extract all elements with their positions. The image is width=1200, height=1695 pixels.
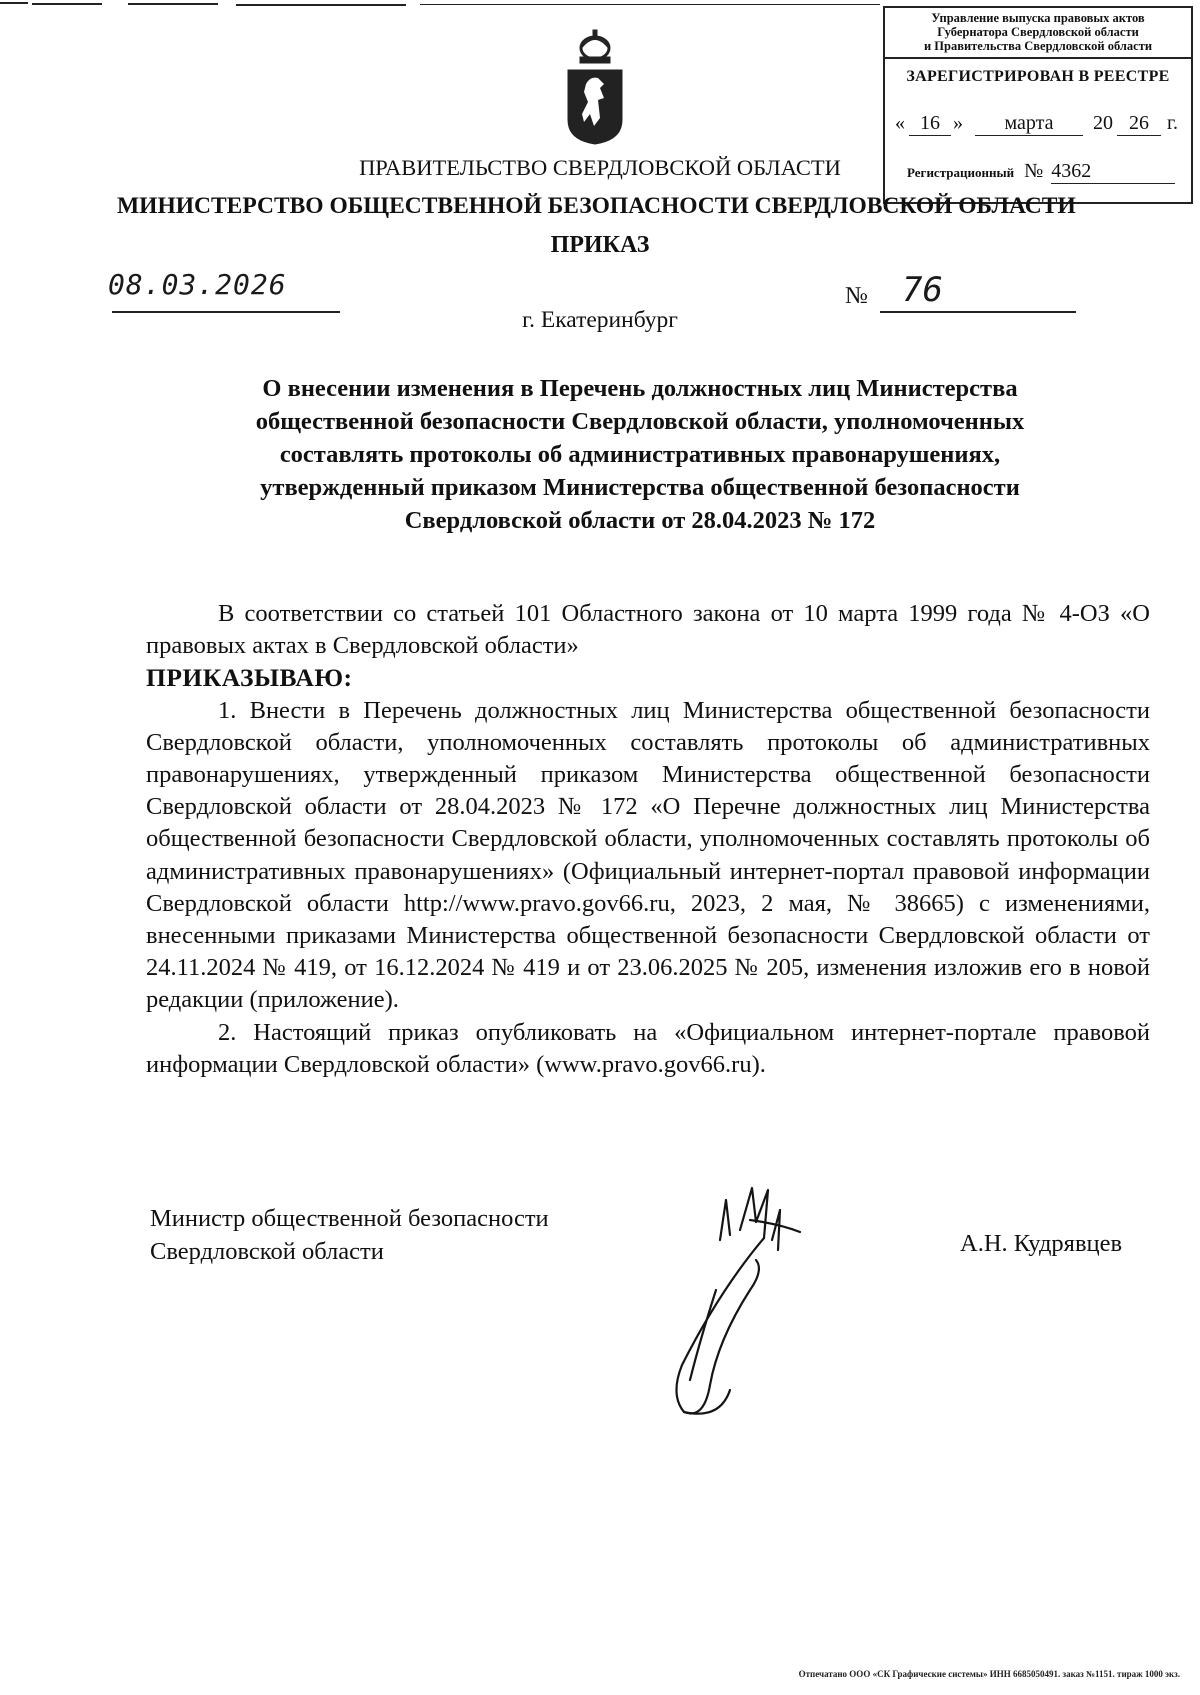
scan-mark [32,3,102,5]
stamp-close-quote: » [953,112,963,134]
signatory-name: А.Н. Кудрявцев [960,1230,1123,1257]
title-line: утвержденный приказом Министерства общественной безопасности [260,474,1020,501]
document-type: ПРИКАЗ [550,232,650,258]
document-body [146,598,1150,1081]
stamp-year-unit: г. [1167,112,1178,134]
title-line: общественной безопасности Свердловской области, уполномоченных [255,408,1025,435]
coat-of-arms-icon [560,28,630,146]
city: г. Екатеринбург [522,307,678,333]
print-imprint: Отпечатано ООО «СК Графические системы» ИНН 6685050491. заказ №1151. тираж 1000 экз. [798,1669,1180,1679]
order-item-2: 2. Настоящий приказ опубликовать на «Официальном интернет-портале правовой информации Свердловской области» (www.pravo.gov66.ru). [146,1018,1150,1078]
stamp-org-line: Управление выпуска правовых актов [931,11,1145,25]
document-title [170,372,1110,537]
stamp-date [895,112,1187,138]
preamble: В соответствии со статьей 101 Областного закона от 10 марта 1999 года № 4-ОЗ «О правовых актах в Свердловской области» [146,600,1150,660]
stamp-no-sign: № [1024,160,1044,182]
title-line: Свердловской области от 28.04.2023 № 172 [404,507,876,534]
scan-mark [128,3,218,5]
stamp-year-suffix: 26 [1117,112,1161,136]
scan-mark [236,4,406,6]
stamp-org-line: и Правительства Свердловской области [923,39,1153,53]
title-line: составлять протоколы об административных правонарушениях, [279,441,1001,468]
stamp-year-prefix: 20 [1093,112,1113,134]
stamp-organization [885,8,1191,59]
signatory-position [150,1202,549,1268]
stamp-month: марта [975,112,1083,136]
position-line: Свердловской области [150,1238,384,1265]
stamp-reg-label: Регистрационный [907,165,1015,180]
handwritten-signature-icon [660,1180,860,1430]
order-word: ПРИКАЗЫВАЮ: [146,663,353,693]
scan-mark [0,2,28,4]
stamp-open-quote: « [895,112,905,134]
handwritten-date: 08.03.2026 [108,268,287,301]
stamp-registered-label: ЗАРЕГИСТРИРОВАН В РЕЕСТРЕ [906,68,1170,85]
scan-mark [420,4,880,5]
number-label: № [845,283,868,309]
number-underline [880,311,1076,313]
stamp-day: 16 [909,112,951,136]
stamp-reg-number: 4362 [1051,160,1175,184]
government-name: ПРАВИТЕЛЬСТВО СВЕРДЛОВСКОЙ ОБЛАСТИ [359,155,841,180]
ministry-name: МИНИСТЕРСТВО ОБЩЕСТВЕННОЙ БЕЗОПАСНОСТИ СВЕРДЛОВСКОЙ ОБЛАСТИ [117,193,1076,219]
stamp-org-line: Губернатора Свердловской области [937,25,1139,39]
position-line: Министр общественной безопасности [150,1205,549,1232]
handwritten-number: 76 [902,270,943,310]
order-item-1: 1. Внести в Перечень должностных лиц Министерства общественной безопасности Свердловской области, уполномоченных составлять протоколы об административных правонарушениях, утвержденный приказом Министерства общественной безопасности Свердловской области от 28.04.2023 № 172 «О Перечне должностных лиц Министерства общественной безопасности Свердловской области, уполномоченных составлять протоколы об административных правонарушениях» (Официальный интернет-портал правовой информации Свердловской области http://www.pravo.gov66.ru, 2023, 2 мая, № 38665) с изменениями, внесенными приказами Министерства общественной безопасности Свердловской области от 24.11.2024 № 419, от 16.12.2024 № 419 и от 23.06.2025 № 205, изменения изложив его в новой редакции (приложение). [146,696,1150,1014]
title-line: О внесении изменения в Перечень должностных лиц Министерства [262,375,1018,402]
